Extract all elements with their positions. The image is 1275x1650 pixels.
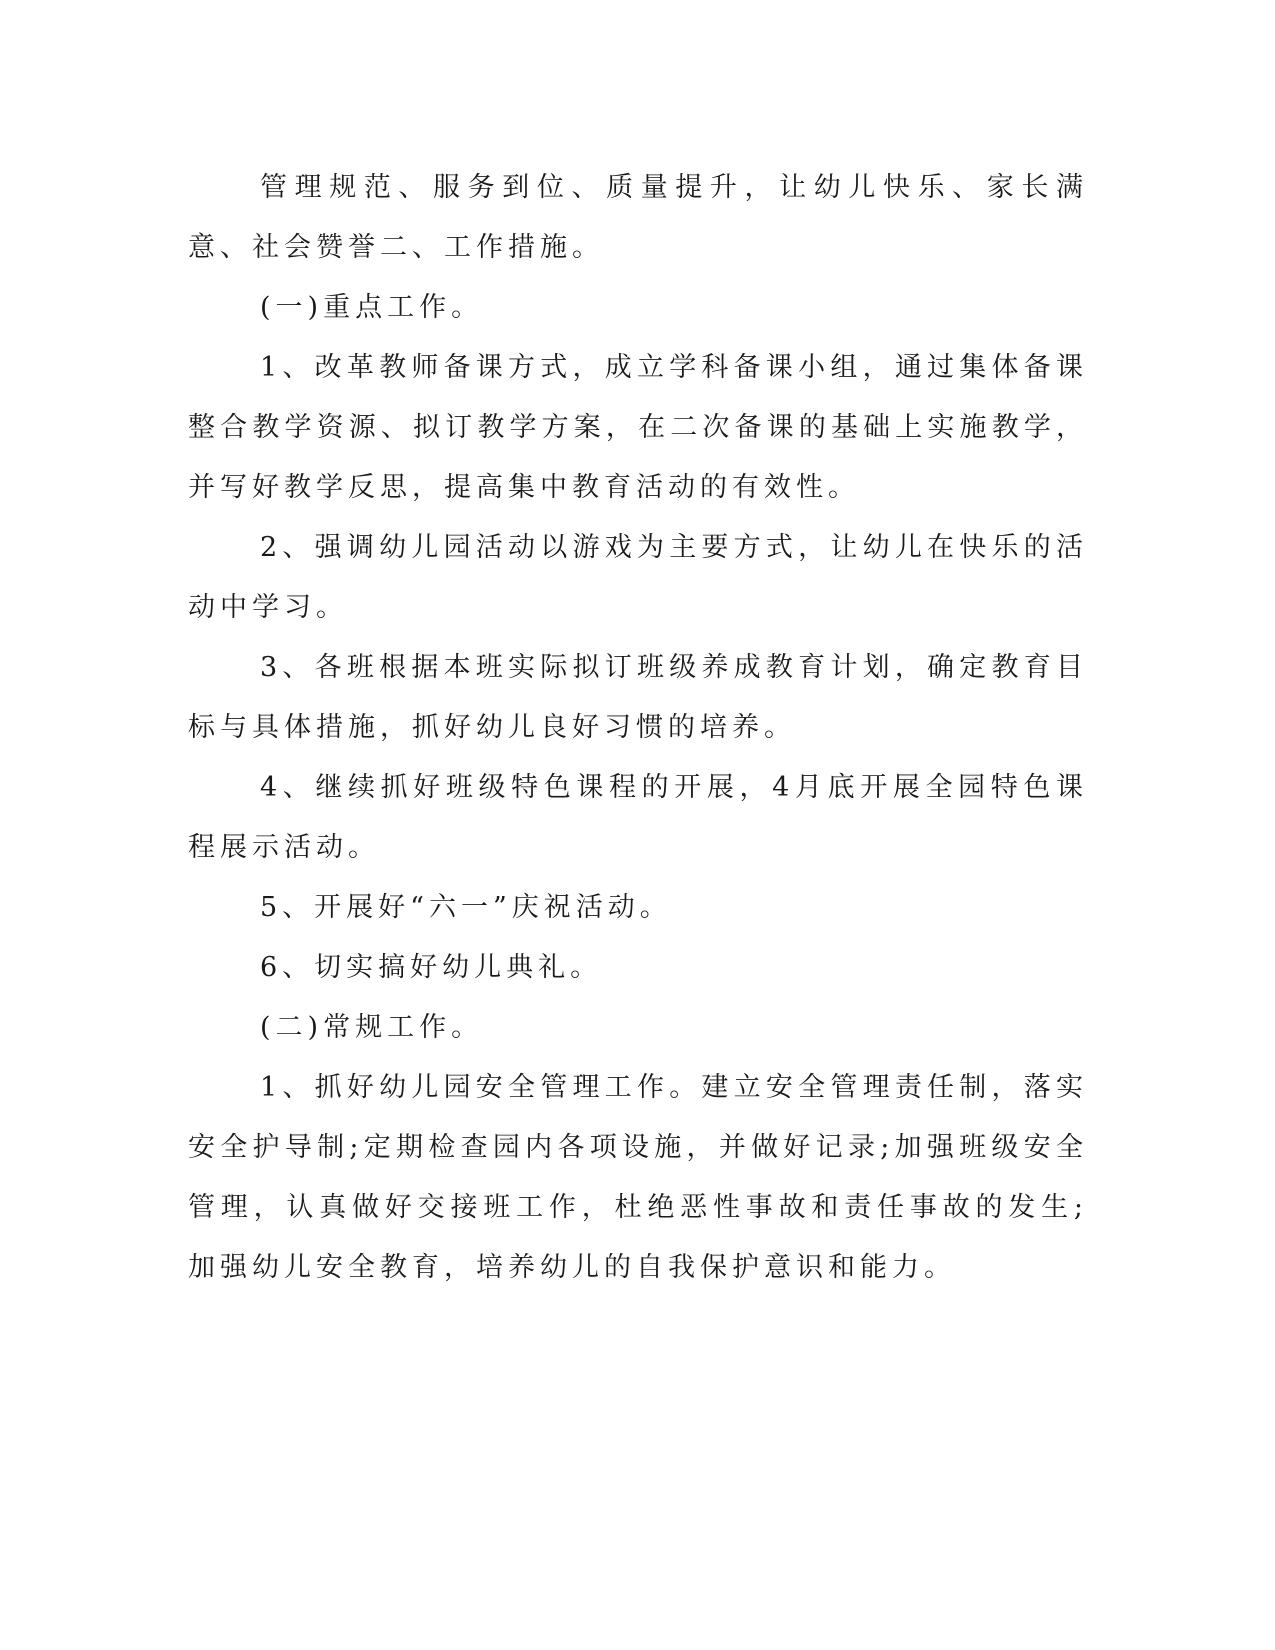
heading-key-work: (一)重点工作。 (260, 292, 484, 323)
paragraph-key-work-4: 4、继续抓好班级特色课程的开展，4月底开展全园特色课程展示活动。 (188, 772, 1088, 863)
paragraph-routine-work-1: 1、抓好幼儿园安全管理工作。建立安全管理责任制，落实安全护导制;定期检查园内各项设施，并做好记录;加强班级安全管理，认真做好交接班工作，杜绝恶性事故和责任事故的发生;加强幼儿安全教育，培养幼儿的自我保护意识和能力。 (188, 1072, 1088, 1283)
paragraph-goal: 管理规范、服务到位、质量提升，让幼儿快乐、家长满意、社会赞誉二、工作措施。 (188, 172, 1088, 263)
paragraph-key-work-6: 6、切实搞好幼儿典礼。 (260, 952, 603, 983)
heading-routine-work: (二)常规工作。 (260, 1012, 484, 1043)
document-body (188, 158, 1088, 1298)
paragraph-key-work-1: 1、改革教师备课方式，成立学科备课小组，通过集体备课整合教学资源、拟订教学方案，在二次备课的基础上实施教学，并写好教学反思，提高集中教育活动的有效性。 (188, 352, 1088, 503)
paragraph-key-work-5: 5、开展好“六一”庆祝活动。 (260, 892, 672, 923)
paragraph-key-work-2: 2、强调幼儿园活动以游戏为主要方式，让幼儿在快乐的活动中学习。 (188, 532, 1088, 623)
paragraph-key-work-3: 3、各班根据本班实际拟订班级养成教育计划，确定教育目标与具体措施，抓好幼儿良好习惯的培养。 (188, 652, 1088, 743)
